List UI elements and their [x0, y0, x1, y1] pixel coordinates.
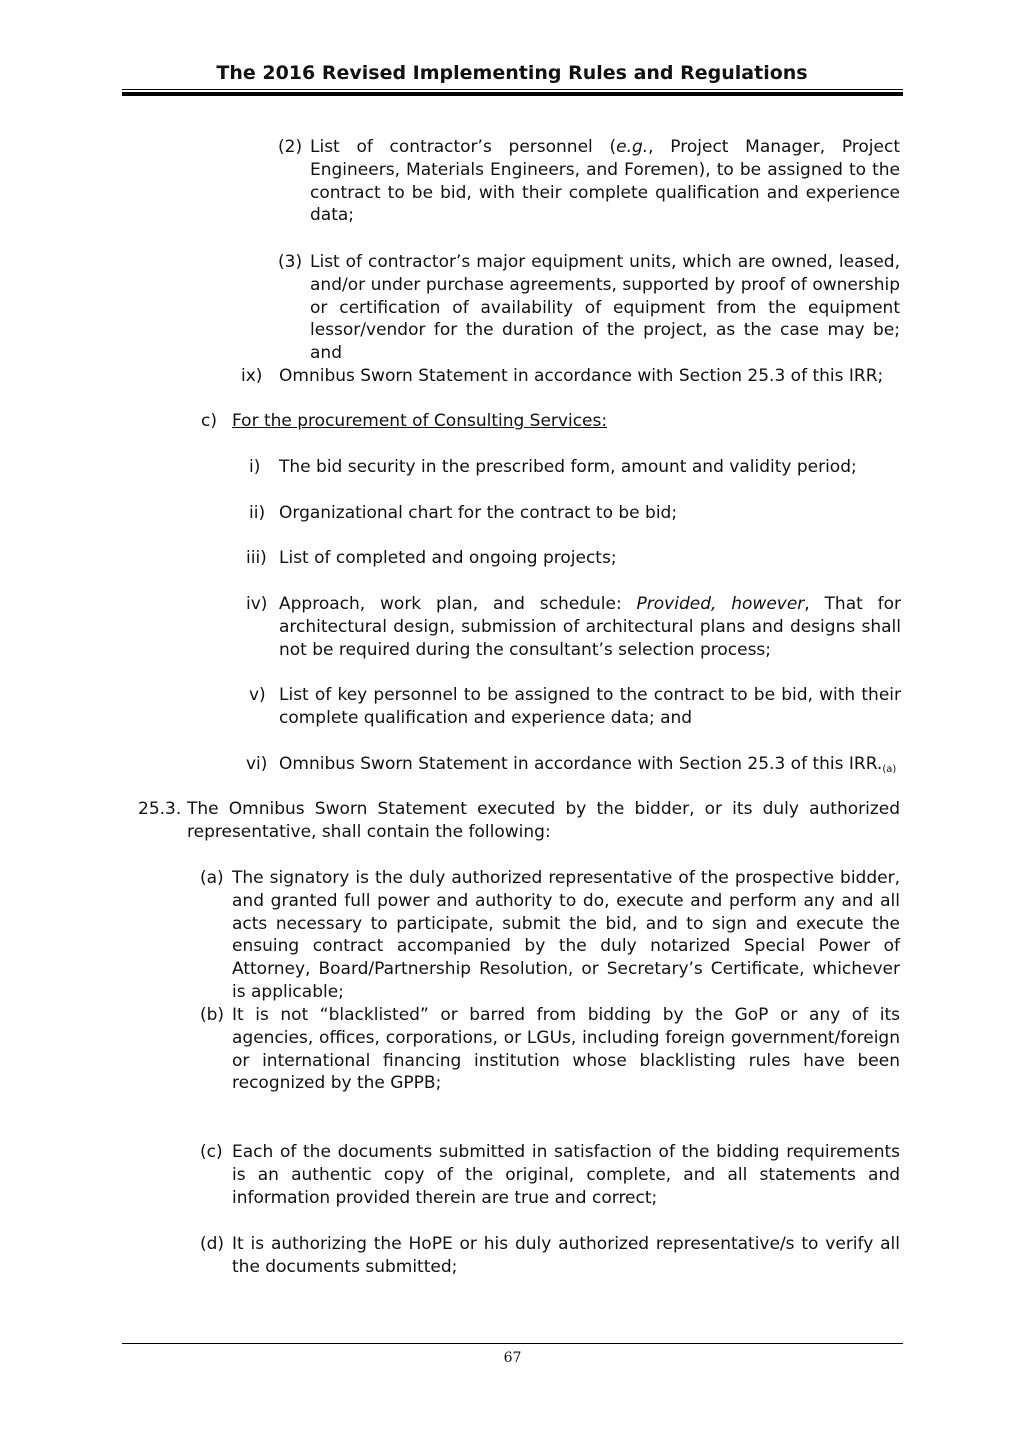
- item-number: (a): [200, 868, 224, 888]
- item-number: iv): [246, 594, 268, 614]
- item-number: i): [249, 457, 261, 477]
- list-item-omnibus-sworn-statement-consulting: vi) Omnibus Sworn Statement in accordance with Section 25.3 of this $IRR._{(a)}$: [246, 754, 897, 775]
- item-number: ii): [249, 503, 266, 523]
- list-item-omnibus-sworn-statement: ix) Omnibus Sworn Statement in accordance with Section 25.3 of this IRR;: [241, 366, 884, 386]
- header-rule-thin: [122, 89, 903, 90]
- item-number: ix): [241, 366, 263, 386]
- section-number: 25.3.: [138, 799, 182, 819]
- item-number: (d): [200, 1234, 225, 1254]
- list-item-approach-work-plan: iv) Approach, work plan, and schedule: Provided, however, That for architectural design, submission of architectural plans and designs shall not be required during the consultant’s selection process;: [246, 594, 901, 660]
- item-number: iii): [246, 548, 267, 568]
- section-heading-consulting-services: c) For the procurement of Consulting Services:: [201, 411, 608, 431]
- list-item-authorizing-hope: (d) It is authorizing the HoPE or his duly authorized representative/s to verify all the documents submitted;: [200, 1234, 900, 1277]
- amendment-mark: (a): [882, 764, 897, 775]
- item-number: (c): [200, 1142, 223, 1162]
- page-number: 67: [503, 1350, 522, 1366]
- list-item-completed-projects: iii) List of completed and ongoing projects;: [246, 548, 617, 568]
- item-number: v): [249, 685, 266, 705]
- item-number: vi): [246, 754, 268, 774]
- item-number: c): [201, 411, 217, 431]
- list-item-bid-security: i) The bid security in the prescribed form, amount and validity period;: [249, 457, 857, 477]
- list-item-contractor-personnel: (2) List of contractor’s personnel (e.g., Project Manager, Project Engineers, Materials Engineers, and Foremen), to be assigned to the contract to be bid, with their complete qualification and experience data;: [278, 137, 900, 226]
- list-item-signatory: (a) The signatory is the duly authorized representative of the prospective bidder, and granted full power and authority to do, execute and perform any and all acts necessary to participate, submit the bid, and to sign and execute the ensuing contract accompanied by the duly notarized Special Power of Attorney, Board/Partnership Resolution, or Secretary’s Certificate, whichever is applicable;: [200, 868, 900, 1002]
- list-item-authentic-documents: (c) Each of the documents submitted in satisfaction of the bidding requirements is an authentic copy of the original, complete, and all statements and information provided therein are true and correct;: [200, 1142, 900, 1208]
- item-number: (3): [278, 252, 303, 272]
- item-number: (2): [278, 137, 303, 157]
- list-item-organizational-chart: ii) Organizational chart for the contract to be bid;: [249, 503, 678, 523]
- list-item-equipment-units: (3) List of contractor’s major equipment units, which are owned, leased, and/or under purchase agreements, supported by proof of ownership or certification of availability of equipment from the equipment lessor/vendor for the duration of the project, as the case may be; and: [278, 252, 900, 364]
- section-25-3: 25.3. The Omnibus Sworn Statement executed by the bidder, or its duly authorized representative, shall contain the following:: [138, 799, 900, 842]
- list-item-key-personnel: v) List of key personnel to be assigned to the contract to be bid, with their complete qualification and experience data; and: [249, 685, 901, 728]
- page-header-title: The 2016 Revised Implementing Rules and Regulations: [216, 62, 808, 84]
- item-number: (b): [200, 1005, 225, 1025]
- header-rule-thick: [122, 92, 903, 96]
- footer-rule: [122, 1343, 903, 1344]
- list-item-not-blacklisted: (b) It is not “blacklisted” or barred from bidding by the GoP or any of its agencies, offices, corporations, or LGUs, including foreign government/foreign or international financing institution whose blacklisting rules have been recognized by the GPPB;: [200, 1005, 900, 1094]
